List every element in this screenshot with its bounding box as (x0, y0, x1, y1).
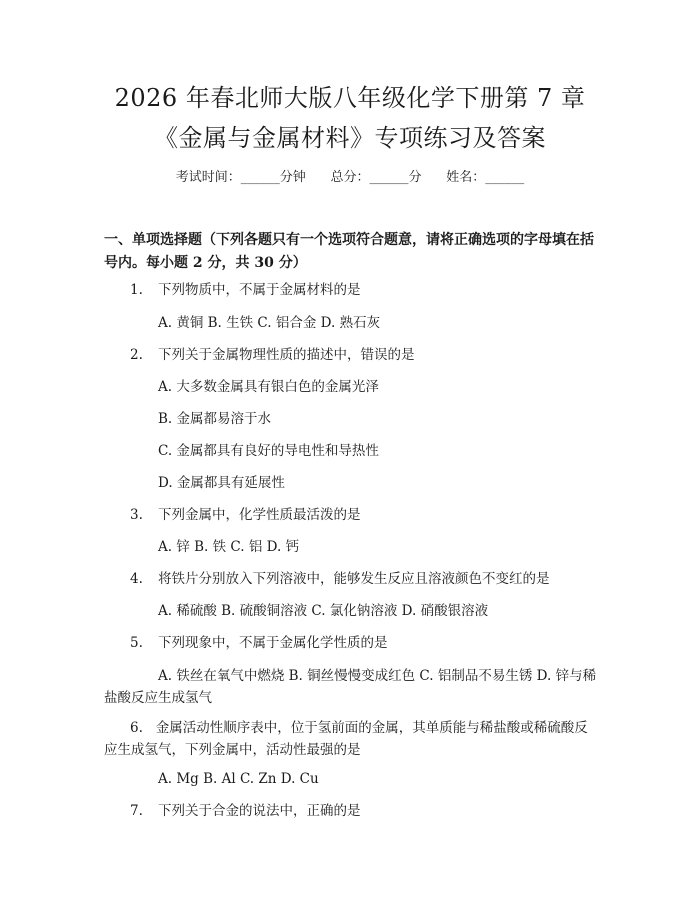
question-2 (130, 344, 600, 366)
question-4 (130, 568, 600, 590)
question-number: 5. (130, 635, 143, 651)
section-heading: 一、单项选择题（下列各题只有一个选项符合题意，请将正确选项的字母填在括号内。每小题 2 分，共 30 分） (104, 232, 594, 271)
question-2-option-a: A. 大多数金属具有银白色的金属光泽 (158, 379, 379, 395)
question-number: 7. (130, 803, 143, 819)
document-title-line1: 2026 年春北师大版八年级化学下册第 7 章 (114, 84, 586, 112)
question-1-options: A. 黄铜 B. 生铁 C. 铝合金 D. 熟石灰 (158, 315, 381, 331)
question-stem: 下列关于金属物理性质的描述中，错误的是 (158, 347, 415, 363)
question-3 (130, 504, 600, 526)
question-2-option-b: B. 金属都易溶于水 (158, 411, 272, 427)
question-4-options: A. 稀硫酸 B. 硫酸铜溶液 C. 氯化钠溶液 D. 硝酸银溶液 (158, 603, 489, 619)
question-stem: 下列现象中，不属于金属化学性质的是 (158, 635, 388, 651)
question-2-option-c: C. 金属都具有良好的导电性和导热性 (158, 443, 379, 459)
exam-info: 考试时间：______分钟 总分：______分 姓名：______ (175, 170, 525, 185)
question-3-options: A. 锌 B. 铁 C. 铝 D. 钙 (158, 539, 300, 555)
document-title-line2: 《金属与金属材料》专项练习及答案 (154, 124, 546, 152)
question-stem: 将铁片分别放入下列溶液中，能够发生反应且溶液颜色不变红的是 (158, 571, 550, 587)
question-number: 1. (130, 282, 143, 298)
question-stem: 金属活动性顺序表中，位于氢前面的金属，其单质能与稀盐酸或稀硫酸反应生成氢气，下列金属中，活动性最强的是 (104, 720, 588, 758)
question-1 (130, 279, 600, 301)
question-number: 4. (130, 571, 143, 587)
question-5 (130, 632, 600, 654)
question-number: 2. (130, 347, 143, 363)
question-stem: 下列关于合金的说法中，正确的是 (158, 803, 361, 819)
question-number: 3. (130, 507, 143, 523)
question-6-options: A. Mg B. Al C. Zn D. Cu (158, 771, 319, 787)
question-stem: 下列金属中，化学性质最活泼的是 (158, 507, 361, 523)
question-2-option-d: D. 金属都具有延展性 (158, 475, 285, 491)
question-number: 6. (130, 720, 143, 736)
question-stem: 下列物质中，不属于金属材料的是 (158, 282, 361, 298)
question-7 (130, 800, 600, 822)
question-5-options: A. 铁丝在氧气中燃烧 B. 铜丝慢慢变成红色 C. 铝制品不易生锈 D. 锌与稀盐酸反应生成氢气 (104, 668, 597, 706)
question-6 (104, 717, 600, 761)
